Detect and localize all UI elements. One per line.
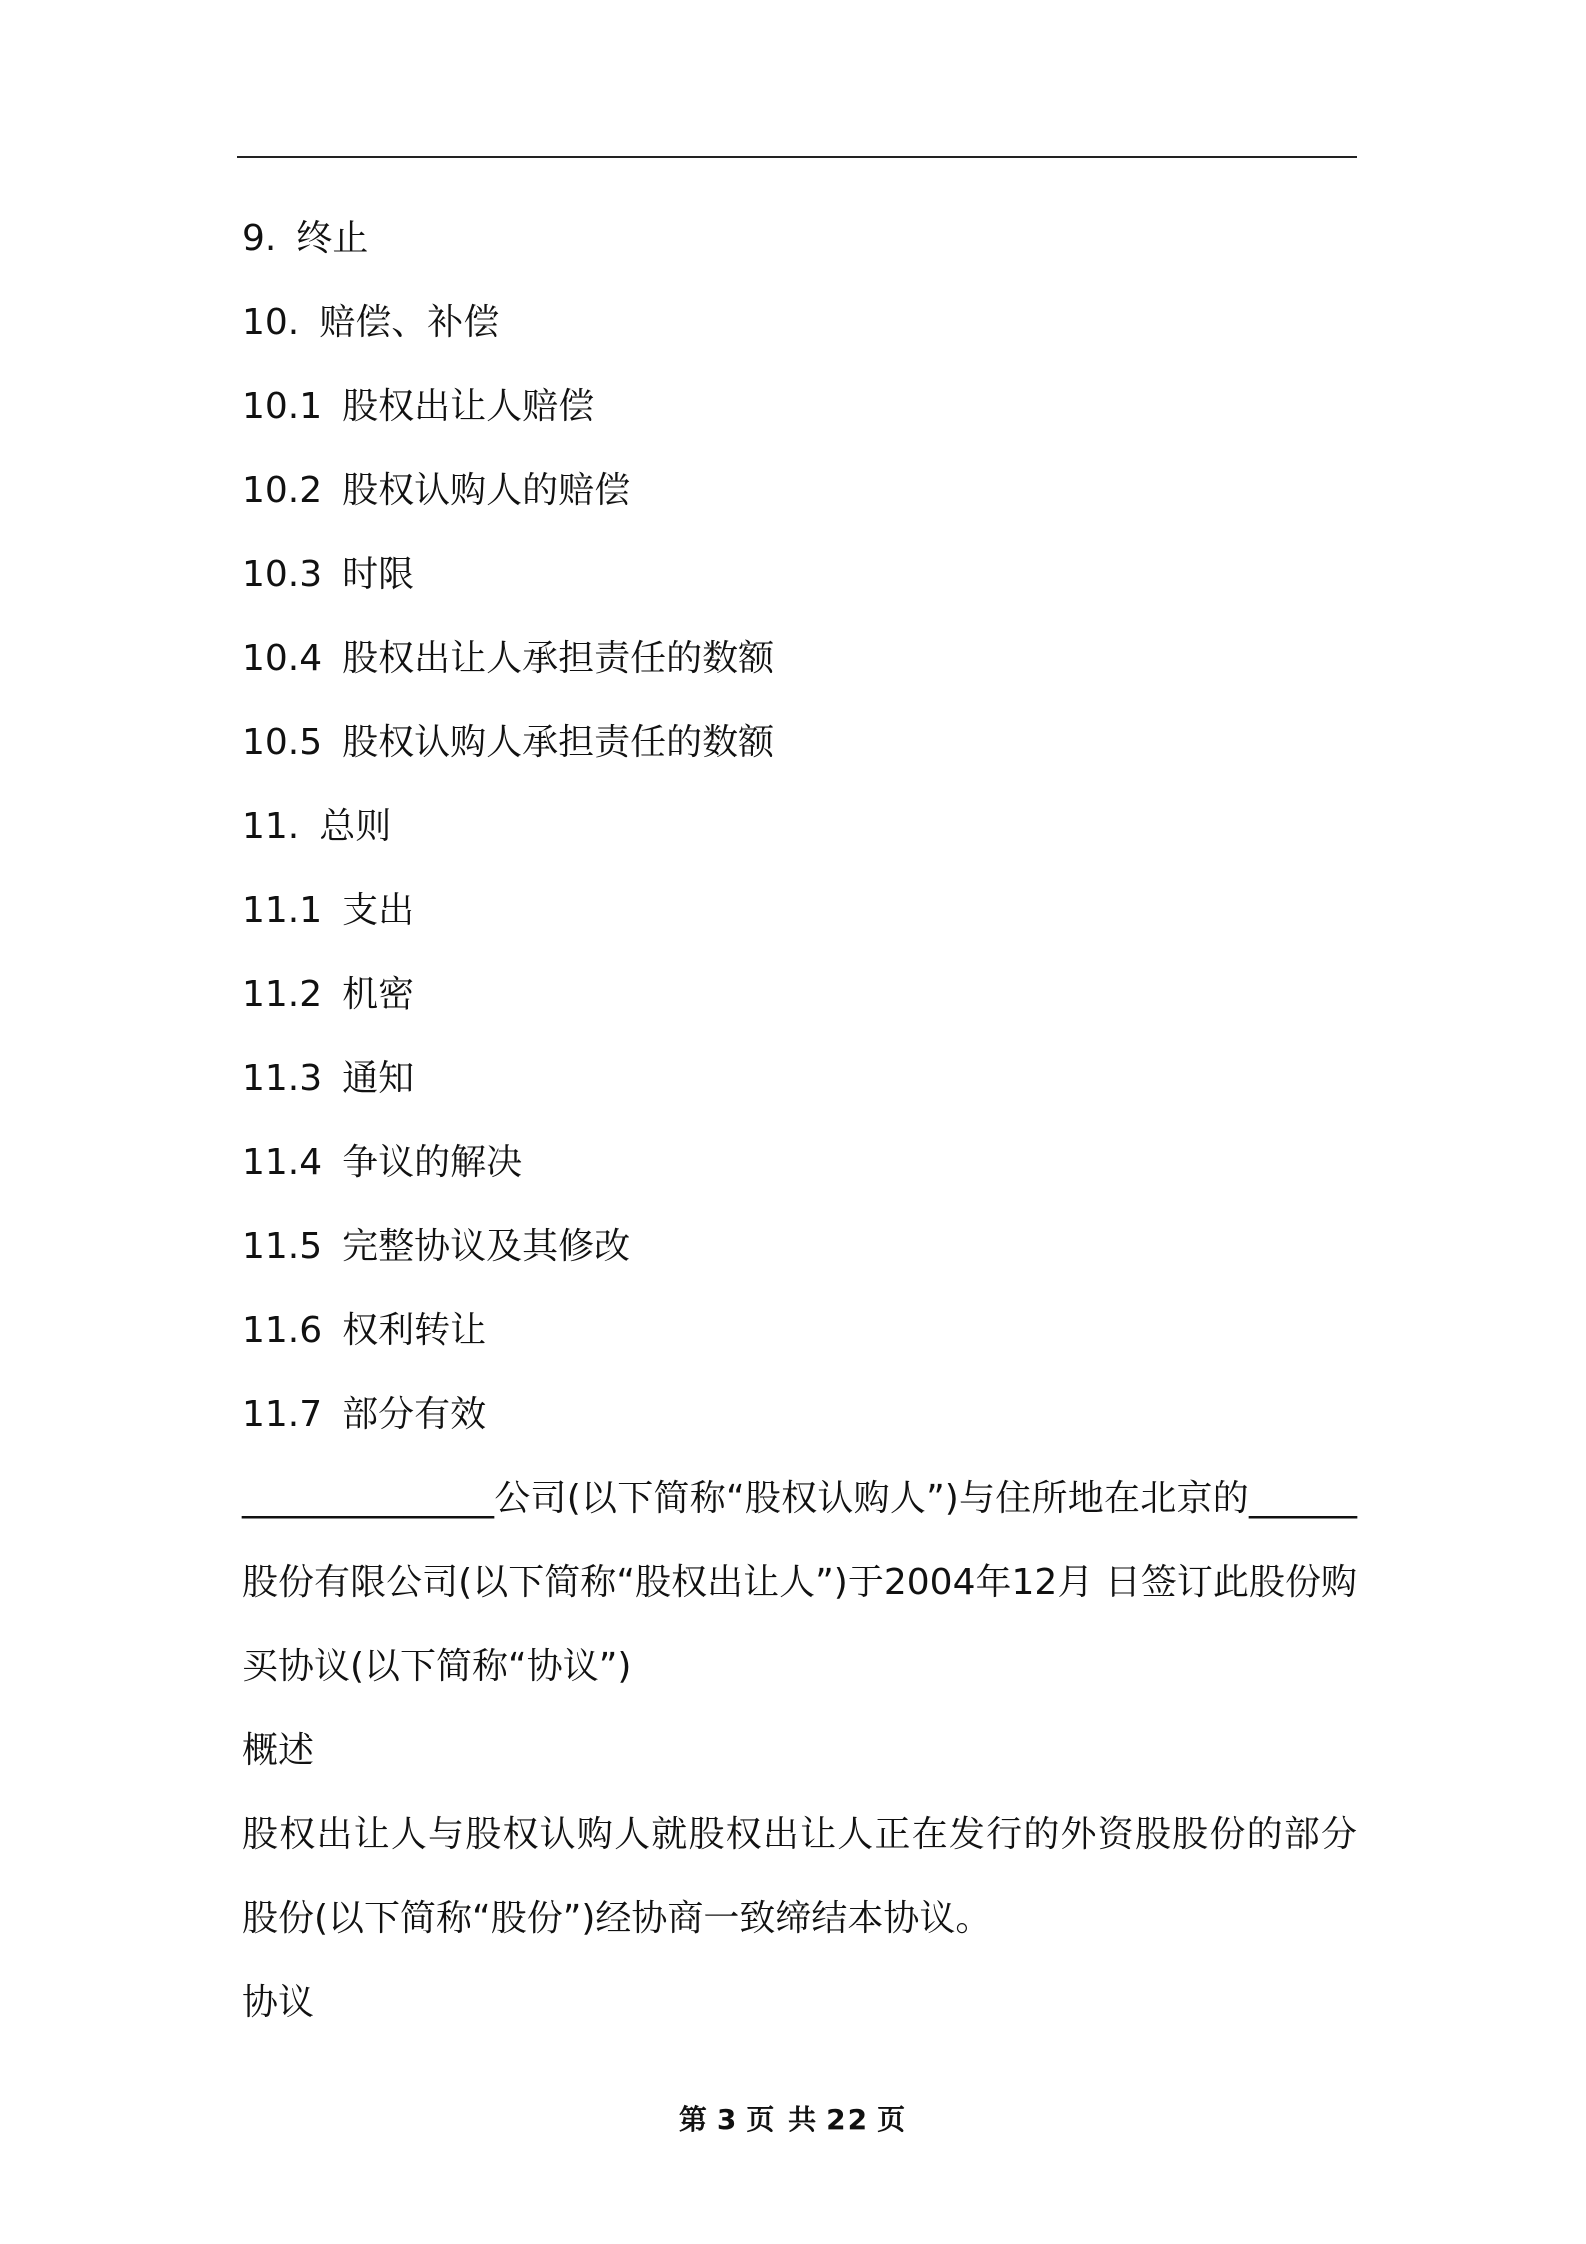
toc-title: 争议的解决: [342, 1142, 523, 1183]
toc-number: 11.2: [242, 974, 323, 1015]
toc-item: [242, 281, 1357, 365]
footer-suffix: 页: [877, 2103, 908, 2136]
toc-item: [242, 869, 1357, 953]
header-rule: [237, 156, 1357, 158]
toc-number: 10.5: [242, 722, 323, 763]
total-pages-number: 22: [826, 2103, 870, 2136]
toc-title: 股权出让人承担责任的数额: [342, 638, 775, 679]
toc-item: [242, 1373, 1357, 1457]
toc-number: 11.: [242, 806, 300, 847]
current-page-number: 3: [716, 2103, 739, 2136]
toc-title: 终止: [296, 218, 369, 259]
preamble-paragraph: ______________公司(以下简称“股权认购人”)与住所地在北京的______股份有限公司(以下简称“股权出让人”)于2004年12月 日签订此股份购买协议(以下简称“协议”): [242, 1478, 1357, 1687]
toc-number: 10.: [242, 302, 300, 343]
toc-item: [242, 533, 1357, 617]
toc-title: 股权认购人的赔偿: [342, 470, 631, 511]
toc-title: 股权出让人赔偿: [342, 386, 595, 427]
toc-number: 10.3: [242, 554, 323, 595]
toc-number: 10.4: [242, 638, 323, 679]
toc-item: [242, 197, 1357, 281]
toc-number: 11.3: [242, 1058, 323, 1099]
toc-title: 时限: [342, 554, 415, 595]
agreement-heading: 协议: [242, 1982, 315, 2023]
toc-number: 11.5: [242, 1226, 323, 1267]
page-footer: [0, 2098, 1586, 2138]
toc-item: [242, 617, 1357, 701]
toc-number: 10.2: [242, 470, 323, 511]
toc-item: [242, 701, 1357, 785]
document-body: [242, 197, 1357, 2045]
toc-item: [242, 1205, 1357, 1289]
toc-title: 部分有效: [342, 1394, 487, 1435]
toc-title: 股权认购人承担责任的数额: [342, 722, 775, 763]
toc-item: [242, 785, 1357, 869]
toc-title: 支出: [342, 890, 415, 931]
toc-title: 权利转让: [342, 1310, 487, 1351]
toc-item: [242, 449, 1357, 533]
toc-number: 11.1: [242, 890, 323, 931]
toc-number: 11.4: [242, 1142, 323, 1183]
toc-number: 11.7: [242, 1394, 323, 1435]
toc-item: [242, 1289, 1357, 1373]
footer-middle: 页 共: [746, 2103, 819, 2136]
toc-number: 9.: [242, 218, 277, 259]
overview-paragraph: 股权出让人与股权认购人就股权出让人正在发行的外资股股份的部分股份(以下简称“股份”)经协商一致缔结本协议。: [242, 1814, 1357, 1939]
toc-title: 赔偿、补偿: [319, 302, 500, 343]
toc-number: 11.6: [242, 1310, 323, 1351]
toc-title: 通知: [342, 1058, 415, 1099]
toc-item: [242, 1121, 1357, 1205]
toc-number: 10.1: [242, 386, 323, 427]
toc-title: 机密: [342, 974, 415, 1015]
footer-prefix: 第: [678, 2103, 709, 2136]
toc-title: 总则: [319, 806, 392, 847]
toc-item: [242, 365, 1357, 449]
toc-title: 完整协议及其修改: [342, 1226, 631, 1267]
overview-heading: 概述: [242, 1730, 315, 1771]
toc-item: [242, 953, 1357, 1037]
toc-item: [242, 1037, 1357, 1121]
